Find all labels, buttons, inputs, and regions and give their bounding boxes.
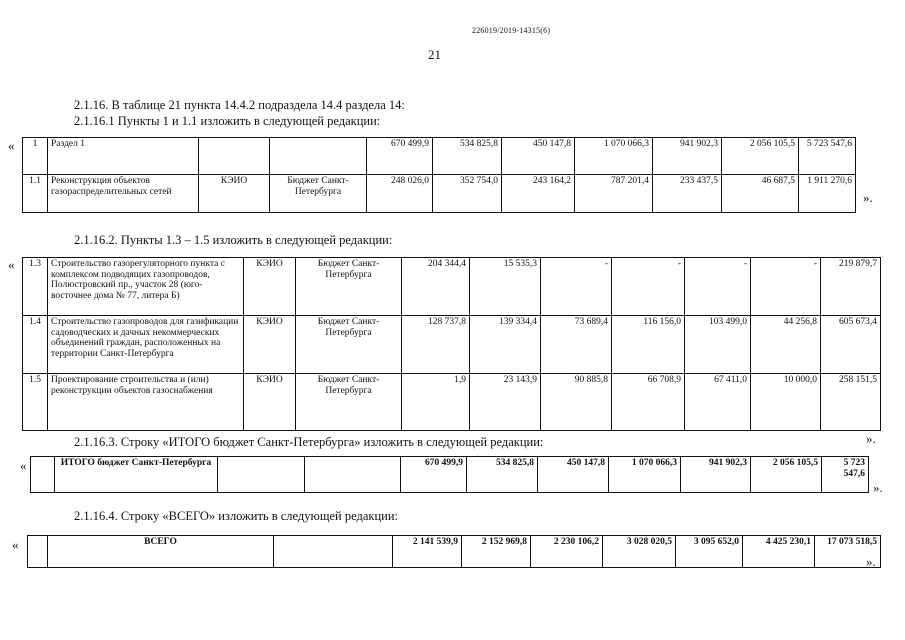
- close-quote: ».: [866, 431, 876, 446]
- open-quote: «: [8, 257, 15, 272]
- value-cell: 103 499,0: [685, 316, 751, 374]
- value-cell: 450 147,8: [538, 457, 609, 493]
- value-cell-total: 219 879,7: [821, 258, 881, 316]
- table-row: [23, 258, 881, 316]
- row-name: Строительство газорегуляторного пункта с комплексом подводящих газопроводов, Полюстровский пр., участок 28 (юго-восточнее дома № 77, литера Б): [48, 258, 244, 316]
- table-row: [23, 138, 856, 175]
- value-cell: 1 070 066,3: [575, 138, 653, 175]
- open-quote: «: [20, 458, 27, 473]
- value-cell: 23 143,9: [470, 374, 541, 431]
- value-cell-total: 5 723 547,6: [822, 457, 869, 493]
- value-cell-total: 1 911 270,6: [799, 175, 856, 213]
- empty-cell: [218, 457, 305, 493]
- row-organization: КЭИО: [244, 374, 296, 431]
- value-cell: 2 056 105,5: [751, 457, 822, 493]
- value-cell: 670 499,9: [367, 138, 433, 175]
- close-quote: ».: [863, 190, 873, 205]
- value-cell: 233 437,5: [653, 175, 722, 213]
- value-cell: 248 026,0: [367, 175, 433, 213]
- value-cell: 2 056 105,5: [722, 138, 799, 175]
- value-cell: 941 902,3: [653, 138, 722, 175]
- table-total-budget: [30, 456, 869, 493]
- value-cell: 670 499,9: [401, 457, 467, 493]
- value-cell: 787 201,4: [575, 175, 653, 213]
- row-name: Строительство газопроводов для газификации садоводческих и дачных некоммерческих объединений граждан, расположенных на территории Санкт-Петербурга: [48, 316, 244, 374]
- row-organization: КЭИО: [199, 175, 270, 213]
- value-cell: 139 334,4: [470, 316, 541, 374]
- row-source: Бюджет Санкт-Петербурга: [296, 374, 402, 431]
- row-name: Реконструкция объектов газораспределительных сетей: [48, 175, 199, 213]
- value-cell: 352 754,0: [433, 175, 502, 213]
- table-items-1-1-1: [22, 137, 856, 213]
- row-source: Бюджет Санкт-Петербурга: [296, 316, 402, 374]
- value-cell: -: [685, 258, 751, 316]
- paragraph-2-1-16-3: 2.1.16.3. Строку «ИТОГО бюджет Санкт-Петербурга» изложить в следующей редакции:: [74, 435, 544, 449]
- row-name: Раздел 1: [48, 138, 199, 175]
- row-number: 1.3: [23, 258, 48, 316]
- open-quote: «: [12, 537, 19, 552]
- open-quote: «: [8, 138, 15, 153]
- value-cell: 66 708,9: [612, 374, 685, 431]
- empty-cell: [274, 536, 393, 568]
- value-cell: 4 425 230,1: [743, 536, 815, 568]
- table-row: [23, 316, 881, 374]
- value-cell: 2 152 969,8: [462, 536, 531, 568]
- empty-cell: [28, 536, 48, 568]
- value-cell: 46 687,5: [722, 175, 799, 213]
- value-cell: 534 825,8: [467, 457, 538, 493]
- row-source: Бюджет Санкт-Петербурга: [296, 258, 402, 316]
- value-cell: 450 147,8: [502, 138, 575, 175]
- value-cell-total: 5 723 547,6: [799, 138, 856, 175]
- row-number: 1.4: [23, 316, 48, 374]
- document-number: 226019/2019-14315(6): [472, 26, 551, 35]
- value-cell: -: [612, 258, 685, 316]
- value-cell: 73 689,4: [541, 316, 612, 374]
- value-cell: 534 825,8: [433, 138, 502, 175]
- row-organization: КЭИО: [244, 258, 296, 316]
- value-cell: 15 535,3: [470, 258, 541, 316]
- value-cell: 941 902,3: [681, 457, 751, 493]
- table-row: [23, 175, 856, 213]
- value-cell: 1 070 066,3: [609, 457, 681, 493]
- row-organization: КЭИО: [244, 316, 296, 374]
- row-source: Бюджет Санкт-Петербурга: [270, 175, 367, 213]
- empty-cell: [31, 457, 55, 493]
- close-quote: ».: [866, 554, 876, 569]
- row-name: Проектирование строительства и (или) реконструкции объектов газоснабжения: [48, 374, 244, 431]
- paragraph-2-1-16-4: 2.1.16.4. Строку «ВСЕГО» изложить в следующей редакции:: [74, 509, 399, 523]
- value-cell: 44 256,8: [751, 316, 821, 374]
- paragraph-2-1-16-2: 2.1.16.2. Пункты 1.3 – 1.5 изложить в следующей редакции:: [74, 233, 393, 247]
- table-row: [28, 536, 881, 568]
- table-row: [31, 457, 869, 493]
- row-number: 1.5: [23, 374, 48, 431]
- value-cell: 10 000,0: [751, 374, 821, 431]
- value-cell: 2 141 539,9: [393, 536, 462, 568]
- value-cell-total: 258 151,5: [821, 374, 881, 431]
- row-label: ИТОГО бюджет Санкт-Петербурга: [55, 457, 218, 493]
- row-number: 1: [23, 138, 48, 175]
- value-cell: 1,9: [402, 374, 470, 431]
- value-cell: 67 411,0: [685, 374, 751, 431]
- close-quote: ».: [873, 480, 883, 495]
- value-cell-total: 605 673,4: [821, 316, 881, 374]
- value-cell: 116 156,0: [612, 316, 685, 374]
- row-label: ВСЕГО: [48, 536, 274, 568]
- table-row: [23, 374, 881, 431]
- row-organization: [199, 138, 270, 175]
- value-cell-total: 17 073 518,5: [815, 536, 881, 568]
- value-cell: 3 028 020,5: [603, 536, 676, 568]
- table-grand-total: [27, 535, 881, 568]
- value-cell: 204 344,4: [402, 258, 470, 316]
- row-number: 1.1: [23, 175, 48, 213]
- paragraph-2-1-16: 2.1.16. В таблице 21 пункта 14.4.2 подраздела 14.4 раздела 14:: [74, 98, 405, 112]
- value-cell: -: [751, 258, 821, 316]
- page-number: 21: [428, 47, 441, 62]
- value-cell: 2 230 106,2: [531, 536, 603, 568]
- value-cell: 3 095 652,0: [676, 536, 743, 568]
- empty-cell: [305, 457, 401, 493]
- row-source: [270, 138, 367, 175]
- paragraph-2-1-16-1: 2.1.16.1 Пункты 1 и 1.1 изложить в следующей редакции:: [74, 114, 381, 128]
- value-cell: 243 164,2: [502, 175, 575, 213]
- value-cell: -: [541, 258, 612, 316]
- value-cell: 90 885,8: [541, 374, 612, 431]
- value-cell: 128 737,8: [402, 316, 470, 374]
- table-items-1-3-1-5: [22, 257, 881, 431]
